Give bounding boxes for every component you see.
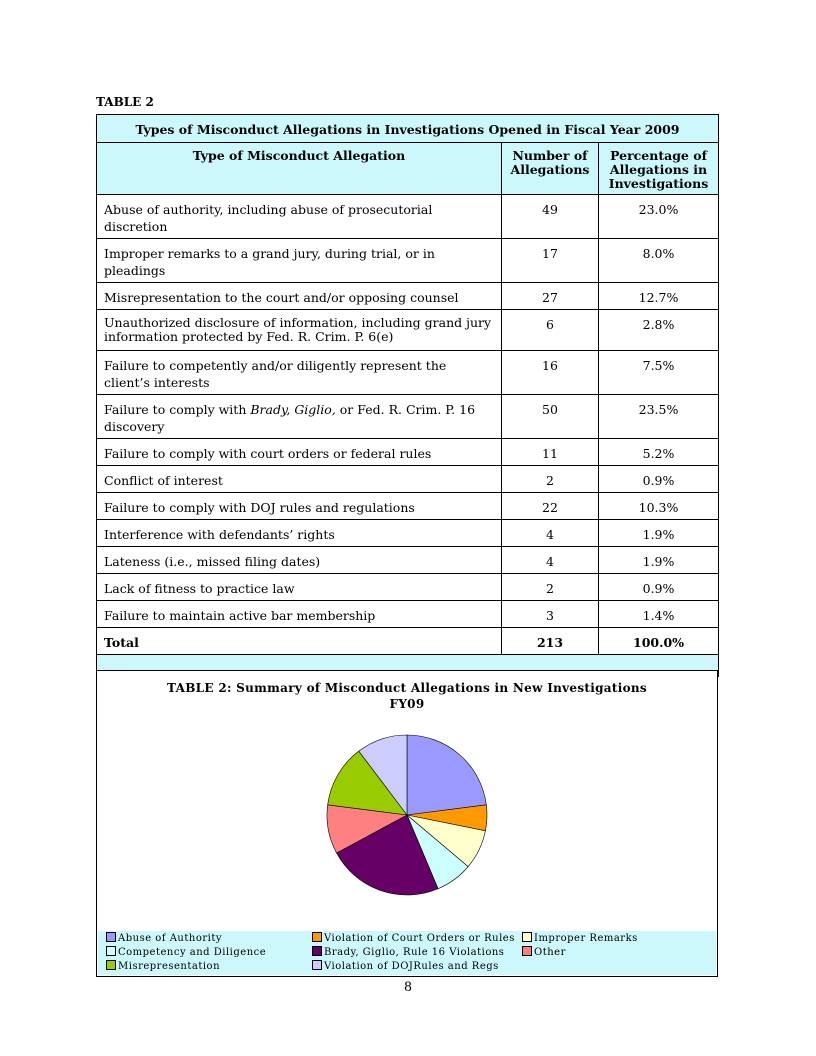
header-type: Type of Misconduct Allegation — [97, 143, 502, 195]
table-label: TABLE 2 — [96, 95, 154, 109]
legend-label: Violation of DOJRules and Regs — [324, 961, 499, 972]
row-number: 22 — [502, 493, 599, 520]
legend-item — [312, 960, 499, 973]
legend-swatch — [522, 946, 532, 956]
total-label: Total — [97, 628, 502, 655]
legend-label: Brady, Giglio, Rule 16 Violations — [324, 947, 505, 958]
table-row — [97, 601, 719, 628]
row-percentage: 1.9% — [599, 547, 719, 574]
legend-label: Improper Remarks — [534, 933, 638, 944]
row-number: 2 — [502, 574, 599, 601]
legend-label: Violation of Court Orders or Rules — [324, 933, 515, 944]
row-number: 16 — [502, 351, 599, 395]
legend-label: Abuse of Authority — [118, 933, 222, 944]
table-row — [97, 466, 719, 493]
row-type: Improper remarks to a grand jury, during trial, or in pleadings — [97, 239, 502, 283]
row-type: Lack of fitness to practice law — [97, 574, 502, 601]
table-row — [97, 439, 719, 466]
legend-swatch — [106, 960, 116, 970]
misconduct-table — [96, 114, 719, 677]
total-percentage: 100.0% — [599, 628, 719, 655]
row-percentage: 0.9% — [599, 574, 719, 601]
row-percentage: 2.8% — [599, 310, 719, 351]
row-type-suffix: or Fed. R. Crim. P. 16 discovery — [104, 402, 476, 434]
legend-label: Other — [534, 947, 566, 958]
legend-item — [106, 932, 222, 945]
row-percentage: 7.5% — [599, 351, 719, 395]
header-percentage: Percentage of Allegations in Investigations — [599, 143, 719, 195]
table-row — [97, 310, 719, 351]
row-number: 4 — [502, 520, 599, 547]
table-row — [97, 283, 719, 310]
row-type: Misrepresentation to the court and/or opposing counsel — [97, 283, 502, 310]
row-percentage: 0.9% — [599, 466, 719, 493]
row-type: Failure to comply with court orders or federal rules — [97, 439, 502, 466]
row-type: Failure to comply with DOJ rules and regulations — [97, 493, 502, 520]
table-row — [97, 547, 719, 574]
table-title: Types of Misconduct Allegations in Investigations Opened in Fiscal Year 2009 — [97, 115, 719, 143]
legend-swatch — [106, 932, 116, 942]
pie-chart-panel — [96, 670, 718, 977]
row-number: 11 — [502, 439, 599, 466]
legend-item — [106, 946, 266, 959]
row-type: Unauthorized disclosure of information, including grand jury information protected by Fed. R. Crim. P. 6(e) — [97, 310, 502, 351]
pie-chart — [97, 671, 717, 921]
table-row — [97, 520, 719, 547]
row-percentage: 23.0% — [599, 195, 719, 239]
row-number: 2 — [502, 466, 599, 493]
row-number: 50 — [502, 395, 599, 439]
row-type: Failure to maintain active bar membership — [97, 601, 502, 628]
total-number: 213 — [502, 628, 599, 655]
row-type: Interference with defendants’ rights — [97, 520, 502, 547]
row-percentage: 23.5% — [599, 395, 719, 439]
legend-swatch — [312, 946, 322, 956]
row-percentage: 12.7% — [599, 283, 719, 310]
legend-item — [522, 932, 638, 945]
row-percentage: 5.2% — [599, 439, 719, 466]
legend-item — [106, 960, 220, 973]
chart-legend — [98, 931, 716, 975]
table-row — [97, 395, 719, 439]
row-percentage: 8.0% — [599, 239, 719, 283]
row-type-italic: Brady, Giglio, — [250, 402, 336, 417]
header-number: Number of Allegations — [502, 143, 599, 195]
row-type-prefix: Failure to comply with — [104, 402, 251, 417]
table-row — [97, 493, 719, 520]
chart-title-line1: TABLE 2: Summary of Misconduct Allegations in New Investigations — [167, 681, 647, 695]
table-row — [97, 351, 719, 395]
table-row — [97, 574, 719, 601]
row-type: Lateness (i.e., missed filing dates) — [97, 547, 502, 574]
table-row — [97, 239, 719, 283]
legend-item — [312, 932, 515, 945]
row-number: 27 — [502, 283, 599, 310]
pie-slice — [407, 735, 486, 815]
row-type: Abuse of authority, including abuse of prosecutorial discretion — [97, 195, 502, 239]
legend-label: Misrepresentation — [118, 961, 221, 972]
total-row — [97, 628, 719, 655]
legend-swatch — [106, 946, 116, 956]
page-number: 8 — [404, 979, 412, 995]
row-type: Conflict of interest — [97, 466, 502, 493]
row-number: 6 — [502, 310, 599, 351]
row-number: 17 — [502, 239, 599, 283]
row-percentage: 1.9% — [599, 520, 719, 547]
legend-label: Competency and Diligence — [118, 947, 267, 958]
legend-item — [522, 946, 566, 959]
legend-swatch — [312, 960, 322, 970]
row-percentage: 1.4% — [599, 601, 719, 628]
row-number: 3 — [502, 601, 599, 628]
row-number: 49 — [502, 195, 599, 239]
table-row — [97, 195, 719, 239]
legend-swatch — [522, 932, 532, 942]
row-type — [97, 395, 502, 439]
chart-title-line2: FY09 — [389, 697, 425, 711]
legend-item — [312, 946, 504, 959]
row-percentage: 10.3% — [599, 493, 719, 520]
legend-swatch — [312, 932, 322, 942]
row-type: Failure to competently and/or diligently represent the client’s interests — [97, 351, 502, 395]
row-number: 4 — [502, 547, 599, 574]
